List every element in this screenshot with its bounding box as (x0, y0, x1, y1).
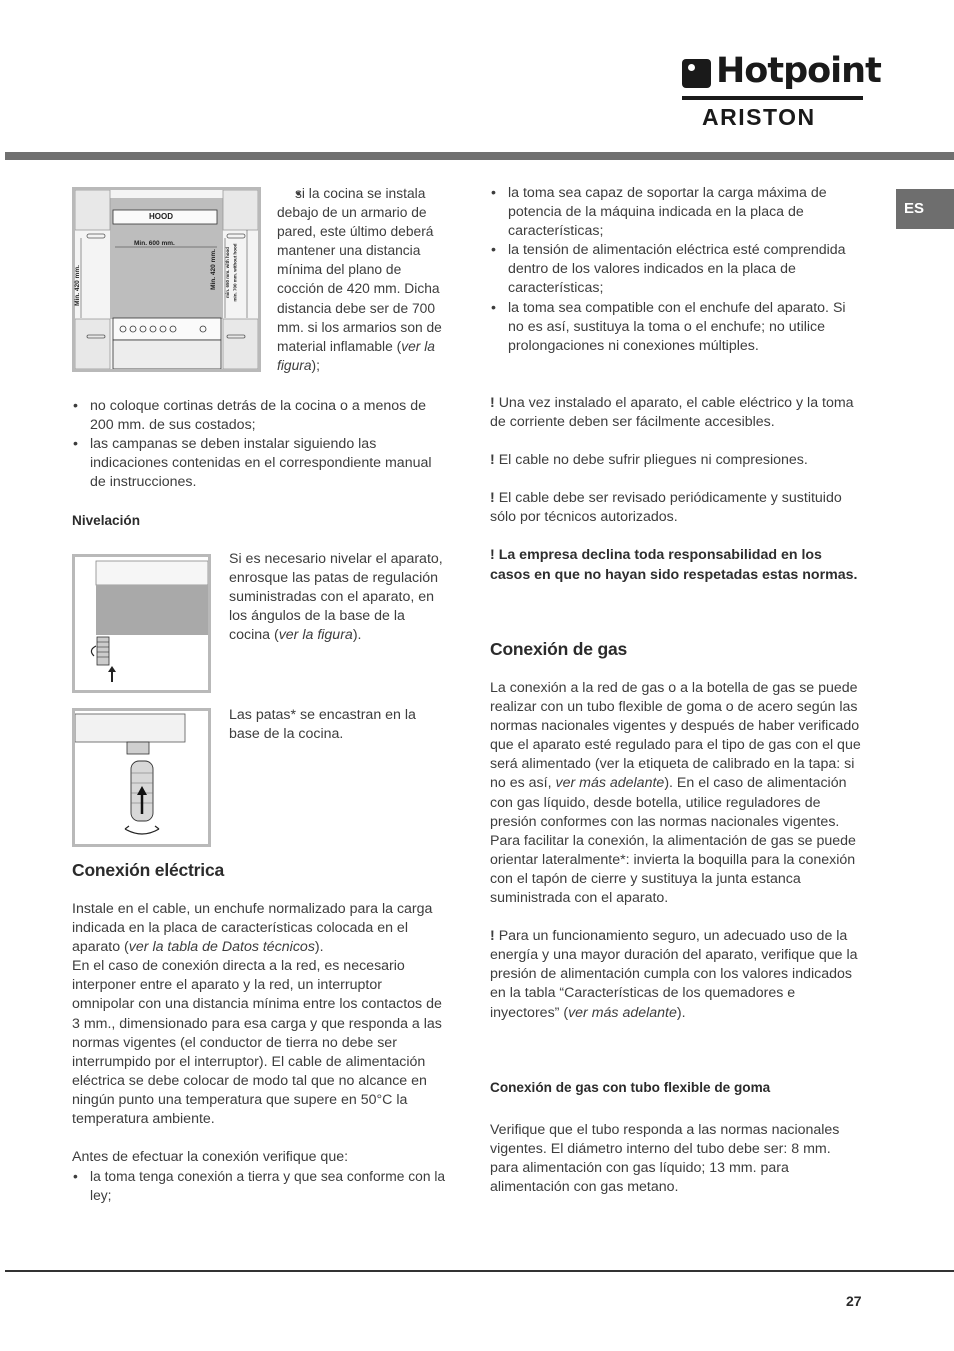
tubo-title: Conexión de gas con tubo flexible de goma (490, 1080, 771, 1095)
leveling-drawing-1 (75, 557, 208, 690)
language-badge-label: ES (904, 200, 925, 217)
list-item: • la toma tenga conexión a tierra y que sea conforme con la ley; (72, 1167, 446, 1205)
figure-hood-clearance (72, 187, 261, 372)
wall-cabinet-bullet: • si la cocina se instala debajo de un armario de pared, este último deberá mantener una distancia mínima del plano de cocción de 420 mm. Dicha distancia debe ser de 700 mm. si los armarios son de material inflamable (ver la figura); (277, 184, 451, 375)
electrica-title: Conexión eléctrica (72, 860, 225, 880)
page-number: 27 (846, 1293, 862, 1309)
electrica-paragraph-3: Antes de efectuar la conexión verifique que: (72, 1149, 349, 1166)
list-item: • la tensión de alimentación eléctrica esté comprendida dentro de los valores indicados en la placa de características; (490, 241, 862, 298)
brand-name: Hotpoint (716, 51, 881, 91)
warning-1: ! Una vez instalado el aparato, el cable eléctrico y la toma de corriente deben ser fácilmente accesibles. (490, 395, 854, 431)
warning-3: ! El cable debe ser revisado periódicamente y sustituido sólo por técnicos autorizados. (490, 490, 842, 526)
nivelacion-paragraph-2: Las patas* se encastran en la base de la cocina. (229, 707, 416, 743)
list-item: • la toma sea compatible con el enchufe del aparato. Si no es así, sustituya la toma o el enchufe; no utilice prolongaciones ni conexiones múltiples. (490, 299, 862, 356)
footer-rule (5, 1270, 954, 1272)
brand-sub: ARISTON (702, 104, 816, 130)
list-item: • no coloque cortinas detrás de la cocina o a menos de 200 mm. de sus costados; (72, 397, 450, 435)
brand-logo (682, 51, 881, 132)
label-min420-right: Min. 420 mm. (209, 249, 217, 290)
label-min420-left: Min. 420 mm. (73, 265, 81, 306)
right-bullet-list (490, 184, 862, 356)
label-hood: HOOD (149, 212, 173, 221)
left-bullet-list (72, 397, 450, 492)
label-min700: min. 700 mm. without hood (232, 243, 238, 302)
gas-body (490, 679, 864, 1023)
gas-title: Conexión de gas (490, 639, 628, 659)
warnings (490, 394, 864, 585)
label-min650: min. 650 mm. with hood (225, 246, 231, 299)
nivelacion-title: Nivelación (72, 513, 140, 528)
header-bar (5, 152, 954, 160)
electrica-paragraph-2: En el caso de conexión directa a la red, es necesario interponer entre el aparato y la red, un interruptor omnipolar con una distancia mínima entre los contactos de 3 mm., dimensionado para esa carga y que responda a las normas vigentes (el conductor de tierra no debe ser interrumpido por el interruptor). El cable de alimentación eléctrica se debe colocar de modo tal que no alcance en ningún punto una temperatura que supere en 50°C la temperatura ambiente. (72, 958, 442, 1128)
gas-paragraph-2: ! Para un funcionamiento seguro, un adecuado uso de la energía y una mayor duración del aparato, verifique que la presión de alimentación cumpla con los valores indicados en la tabla “Características de los quemadores e inyectores” (ver más adelante). (490, 928, 858, 1021)
figure-leveling-2 (72, 708, 211, 847)
tubo-paragraph: Verifique que el tubo responda a las normas nacionales vigentes. El diámetro interno del tubo debe ser: 8 mm. para alimentación con gas líquido; 13 mm. para alimentación con gas metano. (490, 1122, 840, 1196)
figure-leveling-1 (72, 554, 211, 693)
nivelacion-paragraph-1: Si es necesario nivelar el aparato, enrosque las patas de regulación suministradas con el aparato, en los ángulos de la base de la cocina (ver la figura). (229, 551, 443, 644)
leveling-drawing-2 (75, 711, 208, 844)
logo-square-icon (682, 59, 711, 88)
electrica-paragraph-1: Instale en el cable, un enchufe normalizado para la carga indicada en la placa de características colocada en el aparato (ver la tabla de Datos técnicos). (72, 901, 433, 956)
electrica-body (72, 900, 446, 1205)
warning-4: ! La empresa declina toda responsabilidad en los casos en que no hayan sido respetadas estas normas. (490, 547, 858, 583)
list-item: • las campanas se deben instalar siguiendo las indicaciones contenidas en el correspondiente manual de instrucciones. (72, 435, 450, 492)
logo-divider (682, 96, 863, 100)
list-item: • la toma sea capaz de soportar la carga máxima de potencia de la máquina indicada en la placa de características; (490, 184, 862, 241)
warning-2: ! El cable no debe sufrir pliegues ni compresiones. (490, 452, 808, 469)
label-min600: Min. 600 mm. (134, 240, 175, 247)
gas-paragraph-1: La conexión a la red de gas o a la botella de gas se puede realizar con un tubo flexible de goma o de acero según las normas nacionales vigentes y después de haber verificado que el aparato esté regulado para el tipo de gas con el que será alimentado (ver la etiqueta de calibrado en la tapa: si no es así, ver más adelante). En el caso de alimentación con gas líquido, desde botella, utilice reguladores de presión conformes con las normas nacionales vigentes. Para facilitar la conexión, la alimentación de gas se puede orientar lateralmente*: invierta la boquilla para la conexión con el tapón de cierre y sustituya la junta estanca suministrada con el aparato. (490, 680, 861, 907)
language-badge (896, 189, 954, 229)
